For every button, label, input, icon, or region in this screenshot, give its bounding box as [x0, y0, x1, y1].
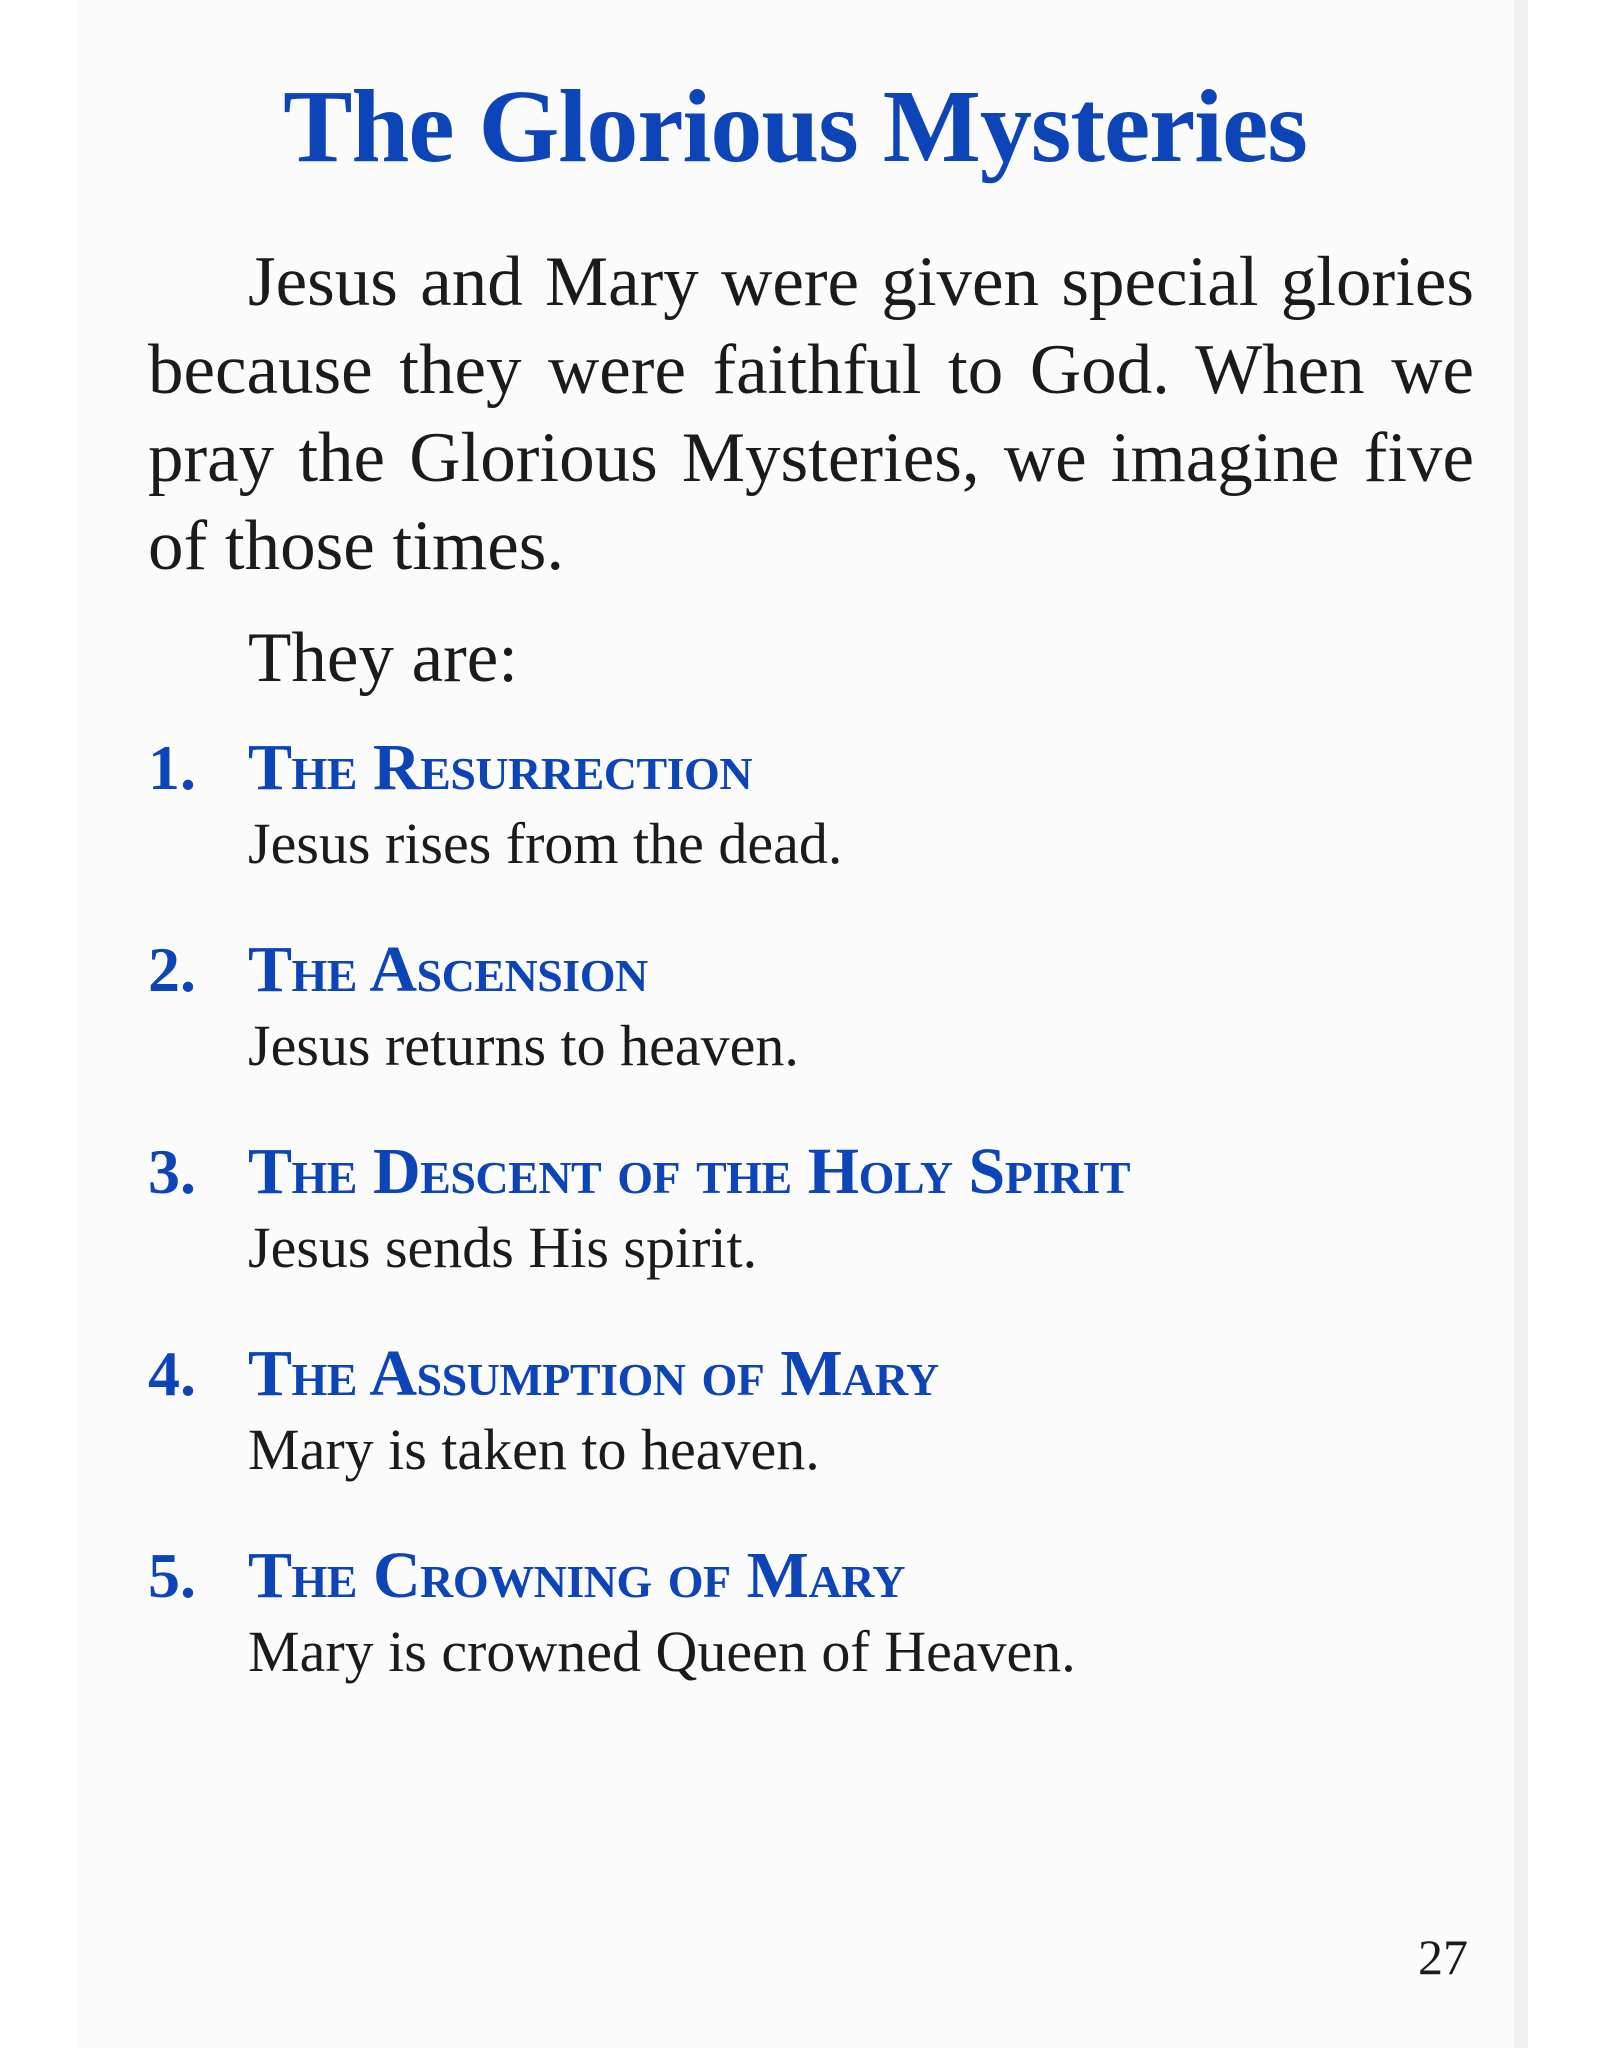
mystery-number: 1.: [148, 732, 196, 803]
mystery-name: The Assumption of Mary: [248, 1337, 939, 1410]
mystery-number: 4.: [148, 1338, 196, 1409]
page-number: 27: [1418, 1929, 1468, 1985]
mystery-number: 2.: [148, 934, 196, 1005]
mystery-name: The Resurrection: [248, 731, 753, 804]
mystery-description: Jesus returns to heaven.: [248, 1013, 799, 1078]
mystery-number: 5.: [148, 1540, 196, 1611]
book-page: [76, 0, 1514, 2048]
mystery-description: Mary is taken to heaven.: [248, 1417, 820, 1482]
intro-paragraph: Jesus and Mary were given special glories because they were faithful to God. When we pray the Glorious Mysteries, we imagine five of those times.: [148, 243, 1474, 585]
mystery-description: Mary is crowned Queen of Heaven.: [248, 1619, 1076, 1684]
mystery-description: Jesus sends His spirit.: [248, 1215, 758, 1280]
list-lead-in: They are:: [248, 619, 519, 697]
mystery-number: 3.: [148, 1136, 196, 1207]
page-edge-shadow: [1514, 0, 1528, 2048]
mystery-description: Jesus rises from the dead.: [248, 811, 843, 876]
mystery-name: The Descent of the Holy Spirit: [248, 1135, 1131, 1208]
mystery-name: The Crowning of Mary: [248, 1539, 905, 1612]
page-title: The Glorious Mysteries: [283, 69, 1307, 184]
mystery-name: The Ascension: [248, 933, 648, 1006]
